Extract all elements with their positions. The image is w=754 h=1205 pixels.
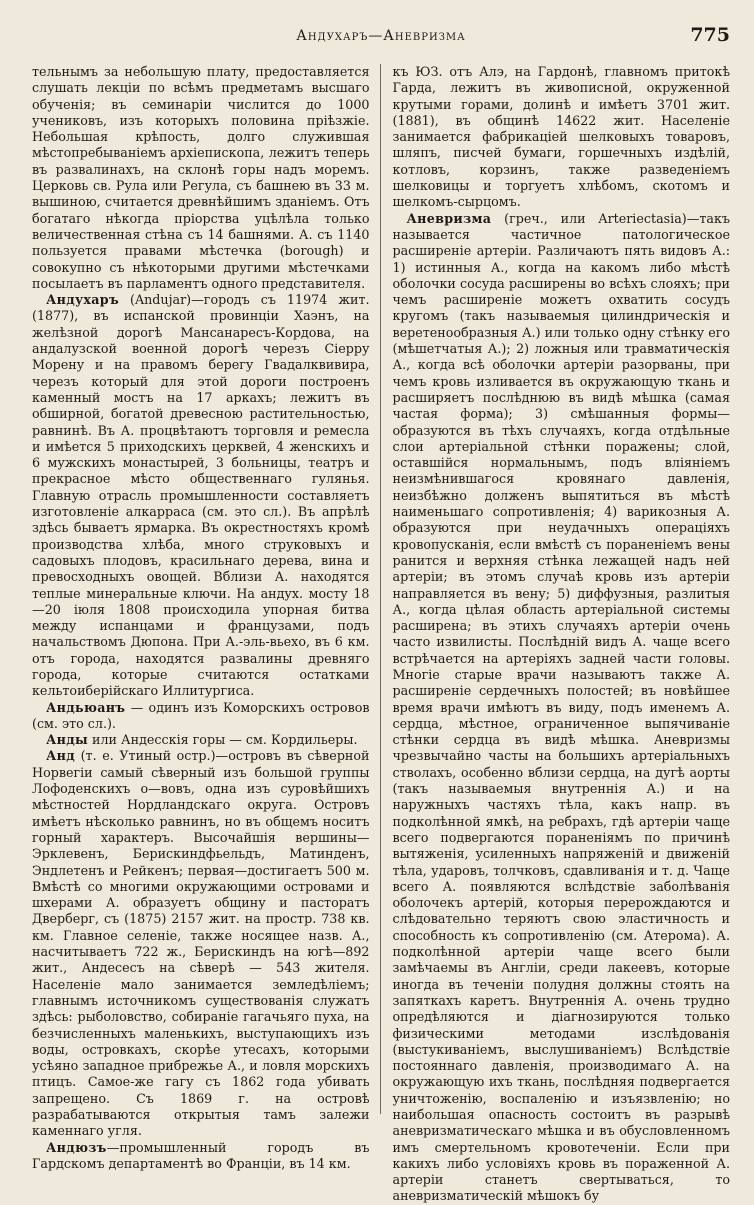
entry-text: (Andujar)—городъ съ 11974 жит. (1877), въ испанской провинціи Хаэнъ, на желѣзной дорогѣ Мансанаресъ-Кордова, на андалузской военной дорогѣ черезъ Сіерру Морену и на правомъ берегу Гвадалквивира, черезъ который для этой дороги построенъ каменный мостъ на 17 аркахъ; лежитъ въ обширной, богатой древесною растительностью, равнинѣ. Въ А. процвѣтаютъ торговля и ремесла и имѣется 5 приходскихъ церквей, 4 женскихъ и 6 мужскихъ монастырей, 3 больницы, театръ и прекрасное мѣсто общественнаго гулянья. Главную отрасль промышленности составляетъ изготовленіе алкарраса (см. это сл.). Въ апрѣлѣ здѣсь бываетъ ярмарка. Въ окрестностяхъ кромѣ производства хлѣба, много струковыхъ и садовыхъ плодовъ, красильнаго дерева, вина и превосходныхъ овощей. Вблизи А. находятся теплые минеральные ключи. На андух. мосту 18—20 іюля 1808 происходила упорная битва между испанцами и французами, подъ начальствомъ Дюпона. При А.-эль-вьехо, въ 6 км. отъ города, находятся развалины древняго города, которые считаются остатками кельтоиберійскаго Иллитургиса.: [32, 292, 370, 699]
text-columns: [32, 64, 730, 1204]
entry-andes: [32, 732, 370, 748]
entry-text: (греч., или Arteriectasia)—такъ называется частичное патологическое расширеніе артеріи. Различаютъ пять видовъ А.: 1) истинныя А., когда на какомъ либо мѣстѣ оболочки сосуда расширены во всѣхъ слояхъ; при чемъ расширеніе можетъ охватить сосудъ кругомъ (такъ называемыя цилиндрическія и веретенообразныя А.) или только одну стѣнку его (мѣшетчатыя А.); 2) ложныя или травматическія А., когда всѣ оболочки артеріи разорваны, при чемъ кровь изливается въ окружающую ткань и расширяетъ послѣднюю въ видѣ мѣшка (самая частая форма); 3) смѣшанныя формы—образуются въ тѣхъ случаяхъ, когда отдѣльные слои артеріальной стѣнки поражены; слой, оставшійся нормальнымъ, подъ вліяніемъ неизмѣнившагося кровянаго давленія, неизбѣжно долженъ выпятиться въ мѣстѣ наименьшаго сопротивленія; 4) варикозныя А. образуются при неудачныхъ операціяхъ кровопусканія, если вмѣстѣ съ пораненіемъ вены ранится и верхняя стѣнка лежащей надъ ней артеріи; въ этомъ случаѣ кровь изъ артеріи направляется въ вену; 5) диффузныя, разлитыя А., когда цѣлая область артеріальной системы расширена; въ этихъ случаяхъ артеріи очень часто извилисты. Послѣдній видъ А. чаще всего встрѣчается на артеріяхъ задней части головы. Многіе старые врачи называютъ также А. расширеніе сердечныхъ полостей; въ новѣйшее время врачи имѣютъ въ виду, подъ именемъ А. сердца, мѣстное, ограниченное выпячиваніе стѣнки сердца въ видѣ мѣшка. Аневризмы чрезвычайно часты на большихъ артеріальныхъ стволахъ, особенно вблизи сердца, на дугѣ аорты (такъ называемыя внутреннія А.) и на наружныхъ частяхъ тѣла, какъ напр. въ подколѣнной ямкѣ, на ребрахъ, гдѣ артеріи чаще всего подвергаются пораненіямъ по причинѣ вытяженія, усиленныхъ напряженій и движеній тѣла, ударовъ, толчковъ, сдавливанія и т. д. Чаще всего А. появляются вслѣдствіе заболѣванія оболочекъ артерій, которыя перерождаются и слѣдовательно теряютъ свою эластичность и способность къ сопротивленію (см. Атерома). А. подколѣнной артеріи чаще всего были замѣчаемы въ Англіи, среди лакеевъ, которые иногда въ теченіи полудня должны стоять на запяткахъ каретъ. Внутреннія А. очень трудно опредѣляются и діагнозируются только физическими методами изслѣдованія (выстукиваніемъ, выслушиваніемъ) Вслѣдствіе постояннаго давленія, производимаго А. на окружающую ихъ ткань, послѣдняя подвергается уничтоженію, воспаленію и изъязвленію; но наибольшая опасность состоитъ въ разрывѣ аневризматическаго мѣшка и въ обусловленномъ имъ смертельномъ кровотеченіи. Если при какихъ либо условіяхъ кровь въ пораженной А. артеріи станетъ свертываться, то аневризматическій мѣшокъ бу: [392, 210, 730, 1204]
entry-text: (т. е. Утиный остр.)—островъ въ сѣверной Норвегіи самый сѣверный изъ большой группы Лофоденскихъ о—вовъ, одна изъ суровѣйшихъ мѣстностей Нордландскаго округа. Островъ имѣетъ нѣсколько равнинъ, но въ общемъ носитъ горный характеръ. Высочайшія вершины—Эрклевенъ, Берискиндфьельдъ, Матинденъ, Эндлетенъ и Рейкенъ; первая—достигаетъ 500 м. Вмѣстѣ со многими окружающими островами и шхерами А. образуетъ общину и пасторатъ Дверберг, съ (1875) 2157 жит. на простр. 738 кв. км. Главное селеніе, также носящее назв. А., насчитываетъ 722 ж., Берискиндъ на югѣ—892 жит., Андесесъ на сѣверѣ — 543 жителя. Населеніе мало занимается земледѣліемъ; главнымъ источникомъ существованія служатъ здѣсь: рыболовство, собираніе гагачьяго пуха, на безчисленныхъ маленькихъ, выступающихъ изъ воды, островкахъ, скорѣе утесахъ, которыми усѣяно западное прибрежье А., и ловля морскихъ птицъ. Самое-же гагу съ 1862 года убивать запрещено. Съ 1869 г. на островѣ разрабатываются открытыя тамъ залежи каменнаго угля.: [32, 748, 370, 1139]
entry-headword: Анды: [46, 732, 88, 748]
page-number: 775: [690, 24, 730, 46]
entry-ando: [32, 748, 370, 1139]
entry-headword: Аневризма: [406, 210, 492, 226]
entry-headword: Андухаръ: [46, 292, 119, 308]
entry-headword: Анд: [46, 748, 75, 764]
right-column: [392, 64, 731, 1204]
page-header: [32, 22, 730, 52]
entry-headword: Андьюанъ: [46, 699, 126, 715]
entry-aneurysm: [393, 211, 731, 1205]
entry-text: или Андесскія горы — см. Кордильеры.: [88, 732, 358, 748]
entry-headword: Андюзъ: [46, 1139, 107, 1155]
entry-text: — одинъ изъ Коморскихъ островов (см. это сл.).: [32, 699, 370, 731]
entry-anjouan: [32, 700, 370, 733]
entry-andujar: [32, 292, 370, 699]
running-head: Андухаръ—Аневризма: [296, 28, 466, 44]
continued-paragraph: тельнымъ за небольшую плату, предоставляется слушать лекціи по всѣмъ предметамъ высшаго обученія; въ семинаріи числится до 1000 учениковъ, изъ которыхъ половина пріѣзжіе. Небольшая крѣпость, долго служившая мѣстопребываніемъ архіепископа, лежитъ теперь въ развалинахъ, на склонѣ горы надъ моремъ. Церковь св. Рула или Регула, съ башнею въ 33 м. вышиною, считается древнѣйшимъ зданіемъ. Отъ богатаго нѣкогда пріорства уцѣлѣла только величественная стѣна съ 14 башнями. А. съ 1140 пользуется правами мѣстечка (borough) и совокупно съ нѣкоторыми другими мѣстечками посылаетъ въ парламентъ одного представителя.: [32, 64, 370, 291]
entry-text: —промышленный городъ въ Гардскомъ департаментѣ во Франціи, въ 14 км.: [32, 1139, 370, 1171]
left-column: [32, 64, 381, 1171]
entry-anduze: [32, 1140, 370, 1173]
continued-paragraph: къ ЮЗ. отъ Алэ, на Гардонѣ, главномъ притокѣ Гарда, лежитъ въ живописной, окруженной крутыми горами, долинѣ и имѣетъ 3701 жит. (1881), въ общинѣ 14622 жит. Населеніе занимается фабрикаціей шелковыхъ товаровъ, шляпъ, писчей бумаги, горшечныхъ издѣлій, котловъ, корзинъ, также разведеніемъ шелковицы и торгуетъ хлѣбомъ, скотомъ и шелкомъ-сырцомъ.: [392, 64, 730, 210]
